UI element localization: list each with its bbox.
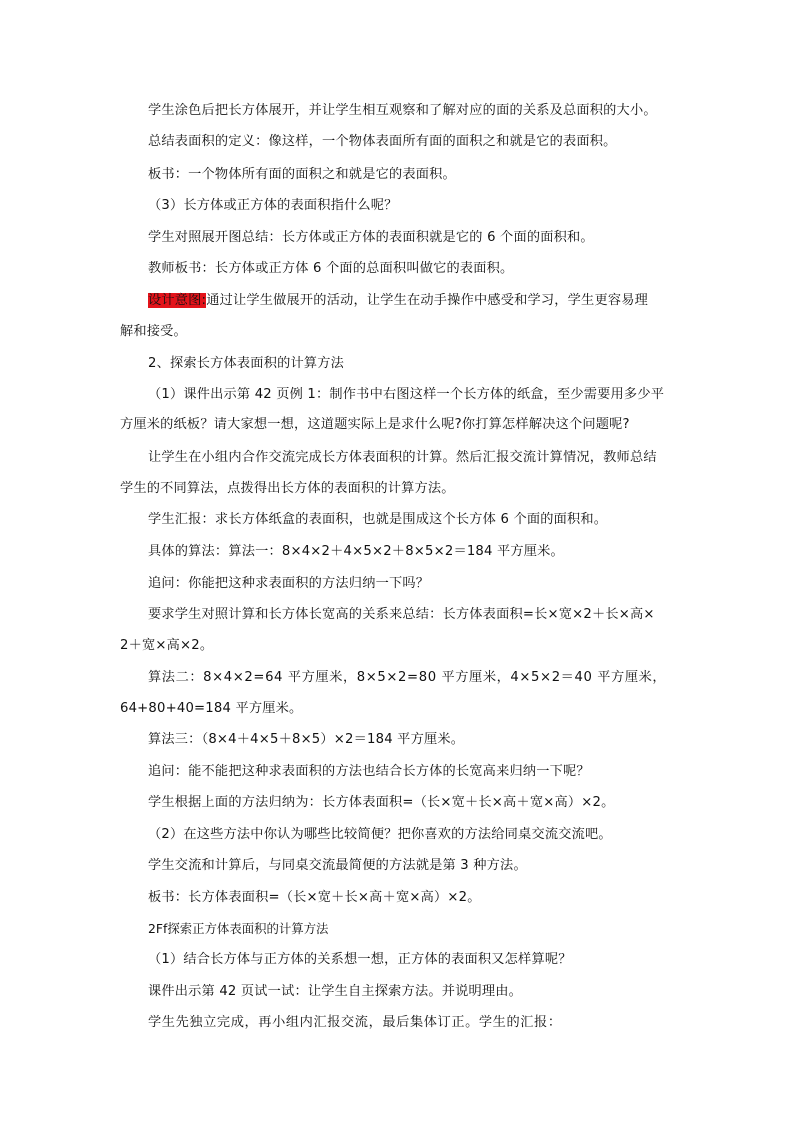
paragraph-line: 学生的不同算法，点拨得出长方体的表面积的计算方法。 [120, 481, 455, 496]
paragraph-line: （2）在这些方法中你认为哪些比较简便？把你喜欢的方法给同桌交流交流吧。 [148, 827, 612, 842]
paragraph-line: 课件出示第 42 页试一试：让学生自主探索方法。并说明理由。 [148, 984, 523, 999]
formula-line: 算法三：（8×4＋4×5＋8×5）×2＝184 平方厘米。 [148, 732, 465, 747]
paragraph-line: （1）课件出示第 42 页例 1：制作书中右图这样一个长方体的纸盒，至少需要用多少平 [148, 387, 665, 402]
paragraph-line: 要求学生对照计算和长方体长宽高的关系来总结：长方体表面积=长×宽×2＋长×高× [148, 607, 655, 622]
paragraph-line: 学生先独立完成，再小组内汇报交流，最后集体订正。学生的汇报： [148, 1015, 562, 1030]
design-intent-text: 通过让学生做展开的活动，让学生在动手操作中感受和学习，学生更容易理 [206, 293, 648, 308]
section-heading: 2、探索长方体表面积的计算方法 [148, 356, 345, 371]
paragraph-line: 学生汇报：求长方体纸盒的表面积，也就是围成这个长方体 6 个面的面积和。 [148, 512, 608, 527]
paragraph-line: 总结表面积的定义：像这样，一个物体表面所有面的面积之和就是它的表面积。 [148, 134, 617, 149]
paragraph-line: 学生涂色后把长方体展开，并让学生相互观察和了解对应的面的关系及总面积的大小。 [148, 103, 657, 118]
paragraph-line: 解和接受。 [120, 324, 187, 339]
paragraph-line: （3）长方体或正方体的表面积指什么呢？ [148, 198, 398, 213]
paragraph-line: 教师板书：长方体或正方体 6 个面的总面积叫做它的表面积。 [148, 261, 514, 276]
paragraph-line: 让学生在小组内合作交流完成长方体表面积的计算。然后汇报交流计算情况，教师总结 [148, 450, 657, 465]
paragraph-line: 板书：一个物体所有面的面积之和就是它的表面积。 [148, 167, 456, 182]
formula-line: 具体的算法：算法一：8×4×2＋4×5×2＋8×5×2＝184 平方厘米。 [148, 544, 564, 559]
formula-line: 64+80+40=184 平方厘米。 [120, 701, 303, 716]
paragraph-line: 2＋宽×高×2。 [120, 638, 214, 653]
section-heading: 2Ff探索正方体表面积的计算方法 [148, 921, 329, 936]
paragraph-line: 追问：你能把这种求表面积的方法归纳一下吗？ [148, 576, 430, 591]
paragraph-line: 学生交流和计算后，与同桌交流最简便的方法就是第 3 种方法。 [148, 858, 527, 873]
design-intent-highlight: 设计意图: [148, 293, 207, 308]
formula-line: 算法二：8×4×2=64 平方厘米，8×5×2=80 平方厘米，4×5×2＝40 平方厘米， [148, 670, 667, 685]
paragraph-line: 学生对照展开图总结：长方体或正方体的表面积就是它的 6 个面的面积和。 [148, 230, 594, 245]
paragraph-line: 方厘米的纸板？请大家想一想，这道题实际上是求什么呢?你打算怎样解决这个问题呢? [120, 417, 630, 432]
paragraph-line: 追问：能不能把这种求表面积的方法也结合长方体的长宽高来归纳一下呢？ [148, 764, 590, 779]
paragraph-line: （1）结合长方体与正方体的关系想一想，正方体的表面积又怎样算呢？ [148, 952, 572, 967]
design-intent-line [148, 292, 648, 310]
paragraph-line: 学生根据上面的方法归纳为：长方体表面积=（长×宽＋长×高＋宽×高）×2。 [148, 795, 615, 810]
paragraph-line: 板书：长方体表面积=（长×宽＋长×高＋宽×高）×2。 [148, 890, 481, 905]
